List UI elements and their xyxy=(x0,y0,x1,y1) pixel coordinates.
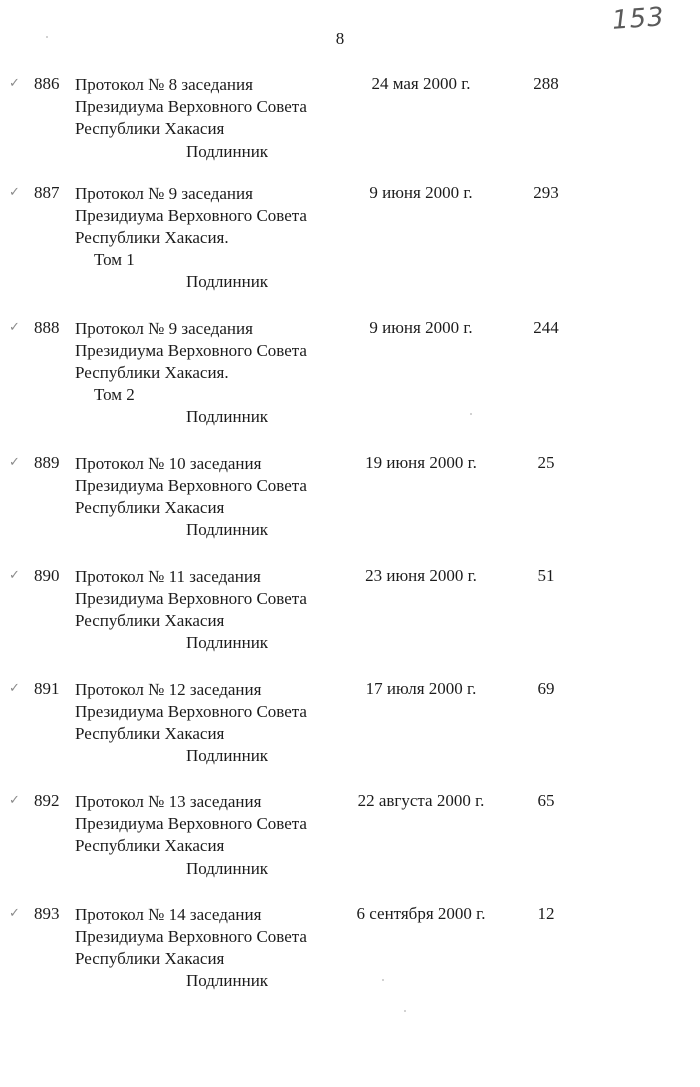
entry-date: 24 мая 2000 г. xyxy=(371,74,471,93)
checkmark-icon: ✓ xyxy=(9,906,20,921)
entry-number: 892 xyxy=(34,791,60,810)
entry-page-count: 51 xyxy=(537,566,555,585)
entry-date: 9 июня 2000 г. xyxy=(369,318,473,337)
entry-date: 19 июня 2000 г. xyxy=(365,453,477,472)
checkmark-icon: ✓ xyxy=(9,681,20,696)
checkmark-icon: ✓ xyxy=(9,568,20,583)
entry-title xyxy=(75,904,345,970)
entry-status: Подлинник xyxy=(186,520,269,539)
entry-title-line: Президиума Верховного Совета xyxy=(75,927,307,946)
entry-title-line: Республики Хакасия xyxy=(75,119,225,138)
entry-page-count: 69 xyxy=(537,679,555,698)
entry-volume: Том 1 xyxy=(94,250,135,269)
inventory-entry xyxy=(0,791,700,891)
entry-title-line: Республики Хакасия xyxy=(75,611,225,630)
entry-title xyxy=(75,679,345,745)
entry-page-count: 244 xyxy=(533,318,559,337)
entry-volume: Том 2 xyxy=(94,385,135,404)
entry-date: 9 июня 2000 г. xyxy=(369,183,473,202)
entry-title xyxy=(75,791,345,857)
page-number: 8 xyxy=(335,29,345,48)
handwritten-sheet-number: 153 xyxy=(611,2,666,36)
entry-number: 888 xyxy=(34,318,60,337)
entry-number: 886 xyxy=(34,74,60,93)
entry-title-line: Протокол № 14 заседания xyxy=(75,905,262,924)
entry-status: Подлинник xyxy=(186,272,269,291)
entry-title xyxy=(75,453,345,519)
inventory-entry xyxy=(0,904,700,1004)
entry-status: Подлинник xyxy=(186,859,269,878)
entry-page-count: 25 xyxy=(537,453,555,472)
entry-number: 887 xyxy=(34,183,60,202)
entry-title xyxy=(75,183,345,271)
entry-title-line: Президиума Верховного Совета xyxy=(75,702,307,721)
checkmark-icon: ✓ xyxy=(9,76,20,91)
entry-number: 891 xyxy=(34,679,60,698)
entry-title-line: Протокол № 11 заседания xyxy=(75,567,261,586)
entry-title-line: Президиума Верховного Совета xyxy=(75,476,307,495)
entry-number: 890 xyxy=(34,566,60,585)
entry-title-line: Протокол № 9 заседания xyxy=(75,319,253,338)
inventory-entry xyxy=(0,318,700,426)
entry-title-line: Республики Хакасия xyxy=(75,498,225,517)
entry-title-line: Президиума Верховного Совета xyxy=(75,341,307,360)
scan-speck xyxy=(470,413,472,415)
scan-speck xyxy=(382,979,384,981)
entry-title-line: Президиума Верховного Совета xyxy=(75,589,307,608)
checkmark-icon: ✓ xyxy=(9,793,20,808)
inventory-entry xyxy=(0,183,700,291)
scan-speck xyxy=(46,36,48,38)
entry-date: 23 июня 2000 г. xyxy=(365,566,477,585)
entry-page-count: 65 xyxy=(537,791,555,810)
entry-title-line: Протокол № 9 заседания xyxy=(75,184,253,203)
entry-title-line: Протокол № 10 заседания xyxy=(75,454,262,473)
entry-page-count: 293 xyxy=(533,183,559,202)
entry-page-count: 288 xyxy=(533,74,559,93)
entry-title xyxy=(75,74,345,140)
entry-date: 22 августа 2000 г. xyxy=(357,791,485,810)
entry-title xyxy=(75,318,345,406)
entry-number: 889 xyxy=(34,453,60,472)
entry-title-line: Республики Хакасия xyxy=(75,724,225,743)
entry-status: Подлинник xyxy=(186,407,269,426)
entry-title-line: Республики Хакасия. xyxy=(75,363,229,382)
entry-title-line: Протокол № 12 заседания xyxy=(75,680,262,699)
entry-title-line: Президиума Верховного Совета xyxy=(75,97,307,116)
entry-status: Подлинник xyxy=(186,633,269,652)
scan-speck xyxy=(404,1010,406,1012)
entry-title-line: Республики Хакасия. xyxy=(75,228,229,247)
entry-page-count: 12 xyxy=(537,904,555,923)
checkmark-icon: ✓ xyxy=(9,455,20,470)
entry-date: 6 сентября 2000 г. xyxy=(356,904,486,923)
entry-date: 17 июля 2000 г. xyxy=(365,679,477,698)
checkmark-icon: ✓ xyxy=(9,185,20,200)
entry-status: Подлинник xyxy=(186,746,269,765)
entry-number: 893 xyxy=(34,904,60,923)
inventory-entry xyxy=(0,566,700,666)
checkmark-icon: ✓ xyxy=(9,320,20,335)
entry-title-line: Президиума Верховного Совета xyxy=(75,206,307,225)
entry-title-line: Протокол № 13 заседания xyxy=(75,792,262,811)
entry-title-line: Президиума Верховного Совета xyxy=(75,814,307,833)
inventory-entry xyxy=(0,453,700,553)
entry-title-line: Республики Хакасия xyxy=(75,949,225,968)
inventory-entry xyxy=(0,679,700,779)
entry-title-line: Протокол № 8 заседания xyxy=(75,75,253,94)
entry-status: Подлинник xyxy=(186,142,269,161)
entry-title xyxy=(75,566,345,632)
entry-status: Подлинник xyxy=(186,971,269,990)
entry-title-line: Республики Хакасия xyxy=(75,836,225,855)
inventory-entry xyxy=(0,74,700,174)
